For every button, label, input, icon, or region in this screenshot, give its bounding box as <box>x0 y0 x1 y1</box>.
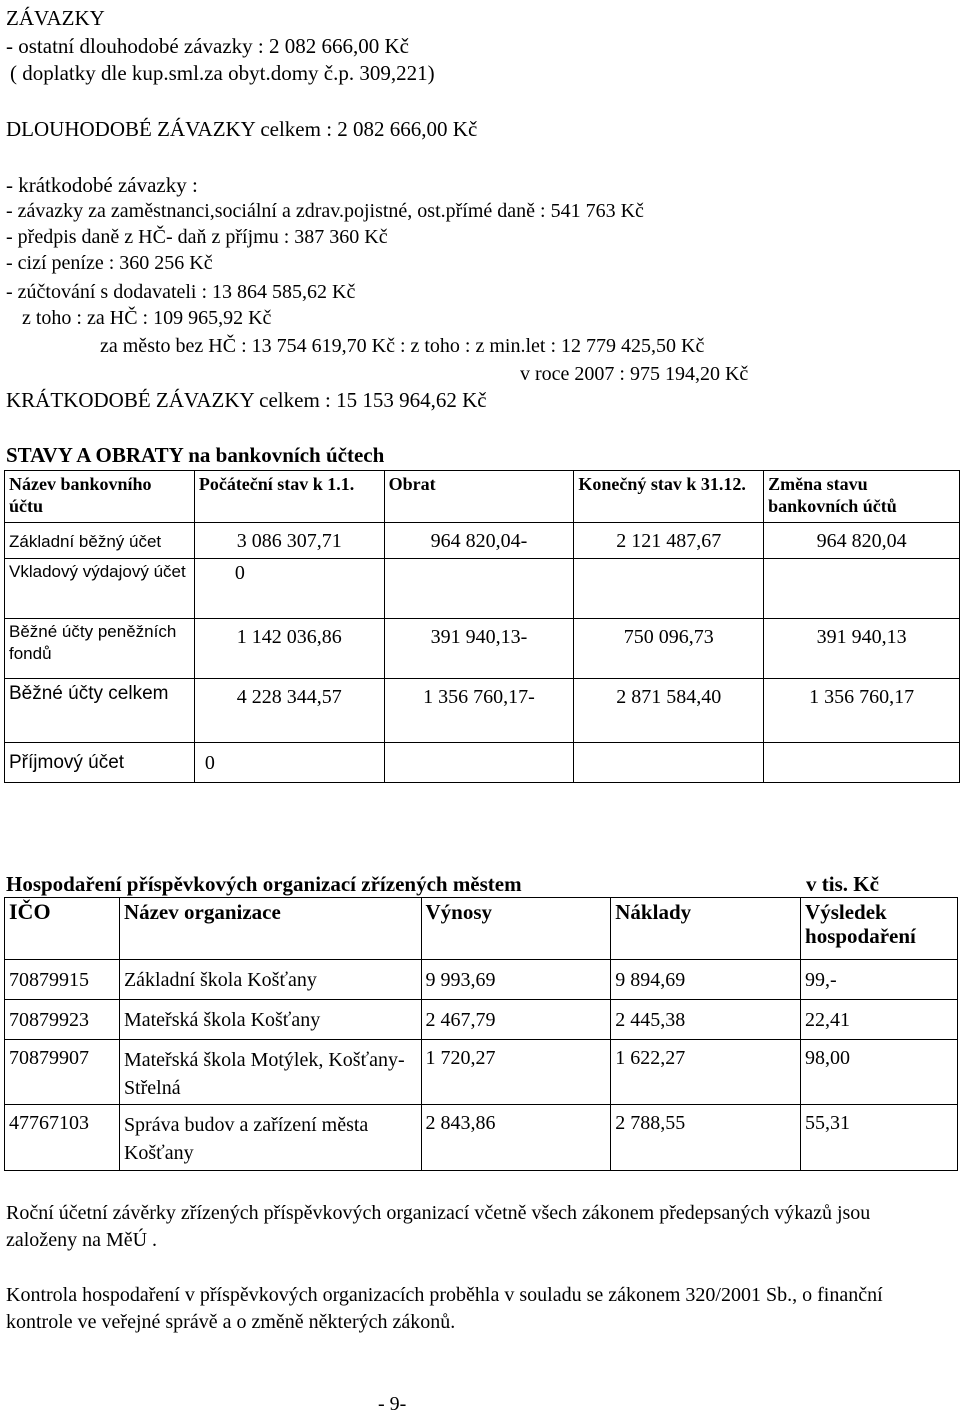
org-name: Mateřská škola Motýlek, Košťany-Střelná <box>119 1040 421 1105</box>
account-name: Vkladový výdajový účet <box>5 559 195 619</box>
long-term-item: - ostatní dlouhodobé závazky : 2 082 666,00 Kč <box>6 34 409 58</box>
org-costs: 1 622,27 <box>611 1040 801 1105</box>
bank-accounts-table <box>4 470 960 783</box>
column-header: Výsledek hospodaření <box>801 898 958 960</box>
org-result: 98,00 <box>801 1040 958 1105</box>
opening-balance: 0 <box>194 743 384 783</box>
column-header: Název bankovního účtu <box>5 471 195 523</box>
page-number: - 9- <box>378 1393 407 1415</box>
table-row <box>5 619 960 679</box>
org-costs: 2 788,55 <box>611 1105 801 1171</box>
short-term-item: - cizí peníze : 360 256 Kč <box>6 252 213 274</box>
organizations-unit: v tis. Kč <box>806 872 879 896</box>
table-row <box>5 679 960 743</box>
org-revenue: 2 467,79 <box>421 1000 611 1040</box>
account-name: Běžné účty celkem <box>5 679 195 743</box>
opening-balance: 3 086 307,71 <box>194 523 384 559</box>
table-row <box>5 743 960 783</box>
column-header: Změna stavu bankovních účtů <box>764 471 960 523</box>
org-result: 22,41 <box>801 1000 958 1040</box>
balance-change: 1 356 760,17 <box>764 679 960 743</box>
short-term-item: z toho : za HČ : 109 965,92 Kč <box>22 307 272 329</box>
table-row <box>5 559 960 619</box>
column-header: IČO <box>5 898 120 960</box>
note-paragraph: Roční účetní závěrky zřízených příspěvkových organizací včetně všech zákonem předepsaných výkazů jsou založeny na MěÚ . <box>6 1202 871 1251</box>
org-id: 70879923 <box>5 1000 120 1040</box>
opening-balance: 0 <box>194 559 384 619</box>
org-id: 70879907 <box>5 1040 120 1105</box>
short-term-item: - závazky za zaměstnanci,sociální a zdrav.pojistné, ost.přímé daně : 541 763 Kč <box>6 200 644 222</box>
table-row <box>5 1105 958 1171</box>
balance-change <box>764 559 960 619</box>
turnover: 964 820,04- <box>384 523 574 559</box>
org-id: 70879915 <box>5 960 120 1000</box>
org-revenue: 2 843,86 <box>421 1105 611 1171</box>
table-row <box>5 1000 958 1040</box>
column-header: Náklady <box>611 898 801 960</box>
short-term-total: KRÁTKODOBÉ ZÁVAZKY celkem : 15 153 964,62 Kč <box>6 388 487 412</box>
short-term-item: v roce 2007 : 975 194,20 Kč <box>520 363 749 385</box>
turnover: 391 940,13- <box>384 619 574 679</box>
balance-change: 964 820,04 <box>764 523 960 559</box>
table-row <box>5 1040 958 1105</box>
balance-change: 391 940,13 <box>764 619 960 679</box>
turnover: 1 356 760,17- <box>384 679 574 743</box>
closing-balance: 2 121 487,67 <box>574 523 764 559</box>
account-name: Základní běžný účet <box>5 523 195 559</box>
organizations-title: Hospodaření příspěvkových organizací zřízených městem <box>6 872 522 896</box>
column-header: Konečný stav k 31.12. <box>574 471 764 523</box>
opening-balance: 4 228 344,57 <box>194 679 384 743</box>
org-name: Správa budov a zařízení města Košťany <box>119 1105 421 1171</box>
organizations-table <box>4 897 958 1171</box>
org-result: 55,31 <box>801 1105 958 1171</box>
org-name: Základní škola Košťany <box>119 960 421 1000</box>
closing-balance: 2 871 584,40 <box>574 679 764 743</box>
org-id: 47767103 <box>5 1105 120 1171</box>
long-term-note: ( doplatky dle kup.sml.za obyt.domy č.p. 309,221) <box>10 61 435 85</box>
table-row <box>5 960 958 1000</box>
column-header: Počáteční stav k 1.1. <box>194 471 384 523</box>
column-header: Výnosy <box>421 898 611 960</box>
turnover <box>384 559 574 619</box>
org-revenue: 1 720,27 <box>421 1040 611 1105</box>
closing-balance <box>574 743 764 783</box>
closing-balance: 750 096,73 <box>574 619 764 679</box>
short-term-item: za město bez HČ : 13 754 619,70 Kč : z toho : z min.let : 12 779 425,50 Kč <box>100 335 705 357</box>
short-term-item: - předpis daně z HČ- daň z příjmu : 387 360 Kč <box>6 226 388 248</box>
short-term-item: - zúčtování s dodavateli : 13 864 585,62 Kč <box>6 281 356 303</box>
liabilities-title: ZÁVAZKY <box>6 6 105 30</box>
short-term-heading: - krátkodobé závazky : <box>6 173 198 197</box>
org-revenue: 9 993,69 <box>421 960 611 1000</box>
note-paragraph: Kontrola hospodaření v příspěvkových organizacích proběhla v souladu se zákonem 320/2001 Sb., o finanční kontrole ve veřejné správě a o změně některých zákonů. <box>6 1284 883 1333</box>
column-header: Obrat <box>384 471 574 523</box>
table-row <box>5 523 960 559</box>
long-term-total: DLOUHODOBÉ ZÁVAZKY celkem : 2 082 666,00 Kč <box>6 117 478 141</box>
org-name: Mateřská škola Košťany <box>119 1000 421 1040</box>
org-result: 99,- <box>801 960 958 1000</box>
closing-balance <box>574 559 764 619</box>
balance-change <box>764 743 960 783</box>
org-costs: 2 445,38 <box>611 1000 801 1040</box>
org-costs: 9 894,69 <box>611 960 801 1000</box>
table-header-row <box>5 898 958 960</box>
column-header: Název organizace <box>119 898 421 960</box>
table-header-row <box>5 471 960 523</box>
turnover <box>384 743 574 783</box>
account-name: Příjmový účet <box>5 743 195 783</box>
account-name: Běžné účty peněžních fondů <box>5 619 195 679</box>
bank-section-title: STAVY A OBRATY na bankovních účtech <box>6 443 385 467</box>
opening-balance: 1 142 036,86 <box>194 619 384 679</box>
